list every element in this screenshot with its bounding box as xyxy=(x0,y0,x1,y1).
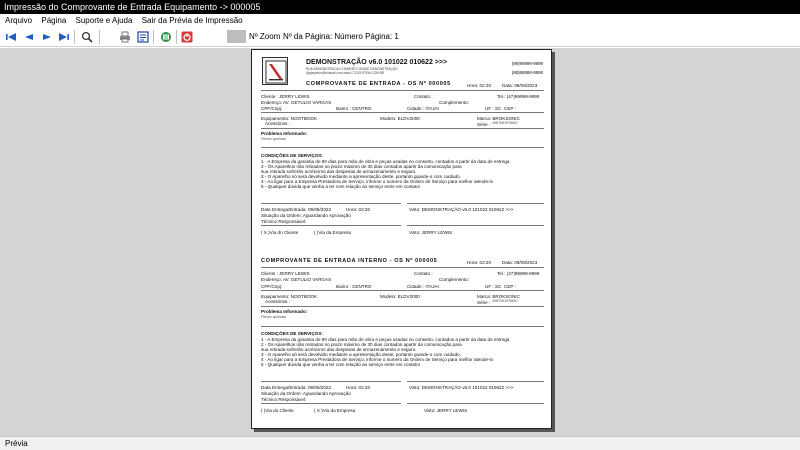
doc1-acessorios: Acessórios : xyxy=(265,121,291,126)
doc2-cep: CEP : xyxy=(504,284,516,289)
doc2-cidade: Cidade : ITAJAI xyxy=(407,284,439,289)
doc2-cond-4: 3 - O Aparelho só será devolvido mediante a apresentação deste, portanto guarde-o com cuidado. xyxy=(261,352,461,357)
divider xyxy=(261,128,544,129)
first-page-icon[interactable] xyxy=(5,31,17,43)
divider xyxy=(261,267,544,268)
doc2-cpf: CPF/Cnpj: xyxy=(261,284,283,289)
doc1-serie-label: Série : xyxy=(477,122,491,127)
doc1-bairro: Bairro : CENTRO xyxy=(336,106,372,111)
doc1-uf: UF : SC xyxy=(485,106,502,111)
doc1-visto-cliente: Visto: JERRY LEWIS xyxy=(409,230,453,235)
signature-line xyxy=(261,403,401,404)
doc2-problema-title: Problema Informado: xyxy=(261,309,308,314)
status-bar: Prévia xyxy=(0,436,800,450)
doc1-contato: Contato : xyxy=(414,94,433,99)
doc2-tel: Tel.: (47)99999-9999 xyxy=(497,271,540,276)
divider xyxy=(261,147,544,148)
doc2-cond-5: 4 - Ao ligar para a Empresa Prestadora de Serviço, informe o numero da Ordem de Serviço para melhor atende-lo xyxy=(261,357,494,362)
company-phone-2: (88)88888-8888 xyxy=(511,70,543,75)
doc1-endereco: Endereço: AV. GETULIO VARGAS xyxy=(261,100,332,105)
menu-sair-previa[interactable]: Sair da Prévia de Impressão xyxy=(141,16,243,25)
page-setup-icon[interactable] xyxy=(137,31,149,43)
toolbar-separator xyxy=(99,30,100,44)
next-page-icon[interactable] xyxy=(41,31,53,43)
doc2-title: COMPROVANTE DE ENTRADA INTERNO - OS Nº 000005 xyxy=(261,258,438,264)
doc1-data: Data: 09/09/2023 xyxy=(502,83,538,88)
zoom-label: Nº Zoom xyxy=(249,32,281,41)
report-page xyxy=(251,49,552,429)
doc2-cond-6: 5 - Qualquer dúvida que venha a ter com relação ao serviço entre em contato! xyxy=(261,362,421,367)
signature-line xyxy=(261,225,401,226)
doc1-problema-title: Problema Informado: xyxy=(261,131,308,136)
print-icon[interactable] xyxy=(119,31,131,43)
last-page-icon[interactable] xyxy=(58,31,70,43)
doc2-problema-value: Flexivio quebrado xyxy=(261,315,287,319)
company-contact: @gtsystem@hotmail.com www.CTOSYSTEM.COM.BR xyxy=(306,71,385,75)
doc1-situacao: Situação da Ordem: Aguardando Aprovação xyxy=(261,213,351,218)
doc2-visto-cliente: Visto: JERRY LEWIS xyxy=(424,408,468,413)
doc2-via-empresa: ( X )Via da Empresa xyxy=(314,408,356,413)
company-name: DEMONSTRAÇÃO v6.0 101022 010622 >>> xyxy=(306,59,448,66)
doc1-condicoes-title: CONDIÇÕES DE SERVIÇOS: xyxy=(261,153,323,158)
doc2-serie-label: Série : xyxy=(477,300,491,305)
doc1-cidade: Cidade : ITAJAI xyxy=(407,106,439,111)
divider xyxy=(261,326,544,327)
doc1-cond-4: 3 - O Aparelho só será devolvido mediante a apresentação deste, portanto guarde-o com cuidado. xyxy=(261,174,461,179)
toolbar-separator xyxy=(153,30,154,44)
doc2-visto-empresa: Visto: DEMONSTRAÇÃO v6.0 101022 010622 >>> xyxy=(409,385,514,390)
menu-pagina[interactable]: Página xyxy=(41,16,67,25)
menu-suporte[interactable]: Suporte e Ajuda xyxy=(75,16,133,25)
divider xyxy=(261,90,544,91)
export-icon[interactable] xyxy=(160,31,172,43)
signature-line xyxy=(407,403,544,404)
divider xyxy=(261,290,544,291)
menu-bar xyxy=(0,14,800,27)
doc2-cond-3: sua retirada sofrerão acréscimo das despesas de armazenamento e seguro. xyxy=(261,347,417,352)
doc2-situacao: Situação da Ordem: Aguardando Aprovação xyxy=(261,391,351,396)
page-number-label: Nº da Página: Número Página: 1 xyxy=(283,32,399,41)
company-address: RUA DEMONSTRACAO 0 BAIRRO CIDADE DEMONSTRAÇÃO xyxy=(306,67,398,71)
doc2-hora-entrega: Hora: 02:20 xyxy=(346,385,371,390)
doc1-modelo: Modelo: ELDV2000 xyxy=(380,116,420,121)
doc1-cpf: CPF/Cnpj: xyxy=(261,106,283,111)
doc1-hora-entrega: Hora: 02:20 xyxy=(346,207,371,212)
doc1-visto-empresa: Visto: DEMONSTRAÇÃO v6.0 101022 010622 >>> xyxy=(409,207,514,212)
doc2-acessorios: Acessórios : xyxy=(265,299,291,304)
doc2-modelo: Modelo: ELDV2000 xyxy=(380,294,420,299)
doc1-via-empresa: ( )Via da Empresa xyxy=(314,230,351,235)
doc2-condicoes-title: CONDIÇÕES DE SERVIÇOS: xyxy=(261,331,323,336)
doc2-hora: Hora: 02:20 xyxy=(467,260,492,265)
doc1-cliente: Cliente : JERRY LEWIS xyxy=(261,94,310,99)
signature-line xyxy=(407,203,544,204)
toolbar xyxy=(0,27,800,47)
divider xyxy=(261,112,544,113)
doc2-serie-value: 4HB7MKSF9MAD xyxy=(492,299,518,303)
toolbar-separator xyxy=(74,30,75,44)
prev-page-icon[interactable] xyxy=(23,31,35,43)
doc1-cond-1: 1 - A Empresa da garantia de 90 dias para mão de obra e peças usadas no conserto, contados a partir da data de entrega xyxy=(261,159,510,164)
doc2-marca: Marca: BROKSONIC xyxy=(477,294,520,299)
signature-line xyxy=(407,225,544,226)
window-title: Impressão do Comprovante de Entrada Equipamento -> 000005 xyxy=(0,0,800,14)
zoom-selector[interactable] xyxy=(227,30,246,43)
doc1-via-cliente: ( X )Via do Cliente xyxy=(261,230,299,235)
doc1-cep: CEP : xyxy=(504,106,516,111)
signature-line xyxy=(261,203,401,204)
menu-arquivo[interactable]: Arquivo xyxy=(5,16,33,25)
doc1-marca: Marca: BROKSONIC xyxy=(477,116,520,121)
signature-line xyxy=(261,381,401,382)
doc1-cond-5: 4 - Ao ligar para a Empresa Prestadora de Serviço, informe o numero da Ordem de Serviço para melhor atende-lo xyxy=(261,179,494,184)
zoom-icon[interactable] xyxy=(81,31,93,43)
signature-line xyxy=(407,381,544,382)
doc2-uf: UF : SC xyxy=(485,284,502,289)
toolbar-separator xyxy=(176,30,177,44)
company-logo xyxy=(262,57,288,85)
doc2-endereco: Endereço: AV. GETULIO VARGAS xyxy=(261,277,332,282)
doc1-equipamento: Equipamento: NOOTBOOK xyxy=(261,116,318,121)
doc2-tecnico: Técnico Responsável: xyxy=(261,397,307,402)
doc1-cond-3: sua retirada sofrerão acréscimo das despesas de armazenamento e seguro. xyxy=(261,169,417,174)
doc1-problema-value: Flexivio quebrado xyxy=(261,137,287,141)
company-phone-1: (99)99999-9999 xyxy=(511,61,543,66)
doc1-hora: Hora: 02:20 xyxy=(467,83,492,88)
doc2-via-cliente: ( )Via do Cliente xyxy=(261,408,294,413)
doc2-data-entrega: Data Entrega/Entrada: 09/09/2023 xyxy=(261,385,331,390)
doc1-data-entrega: Data Entrega/Entrada: 09/09/2023 xyxy=(261,207,331,212)
doc1-cond-6: 5 - Qualquer dúvida que venha a ter com relação ao serviço entre em contato! xyxy=(261,184,421,189)
doc2-complemento: Complemento: xyxy=(439,277,469,282)
doc2-cliente: Cliente : JERRY LEWIS xyxy=(261,271,310,276)
doc2-cond-2: 2 - Os Aparelhos não retirados no prazo máximo de 30 dias contados apartir da comunicação para xyxy=(261,342,462,347)
doc1-complemento: Complemento: xyxy=(439,100,469,105)
doc1-cond-2: 2 - Os Aparelhos não retirados no prazo máximo de 30 dias contados apartir da comunicação para xyxy=(261,164,462,169)
doc1-tel: Tel.: (47)99999-9999 xyxy=(497,94,540,99)
doc2-contato: Contato : xyxy=(414,271,433,276)
doc1-title: COMPROVANTE DE ENTRADA - OS Nº 000005 xyxy=(306,81,451,87)
doc2-bairro: Bairro : CENTRO xyxy=(336,284,372,289)
close-icon[interactable] xyxy=(181,31,193,43)
doc1-tecnico: Técnico Responsável: xyxy=(261,219,307,224)
preview-area[interactable] xyxy=(0,48,800,436)
divider xyxy=(261,306,544,307)
doc1-serie-value: 4HB7MKSF9MAD xyxy=(492,121,518,125)
doc2-data: Data: 09/09/2023 xyxy=(502,260,538,265)
doc2-equipamento: Equipamento: NOOTBOOK xyxy=(261,294,318,299)
doc2-cond-1: 1 - A Empresa da garantia de 90 dias para mão de obra e peças usadas no conserto, contados a partir da data de entrega xyxy=(261,337,510,342)
